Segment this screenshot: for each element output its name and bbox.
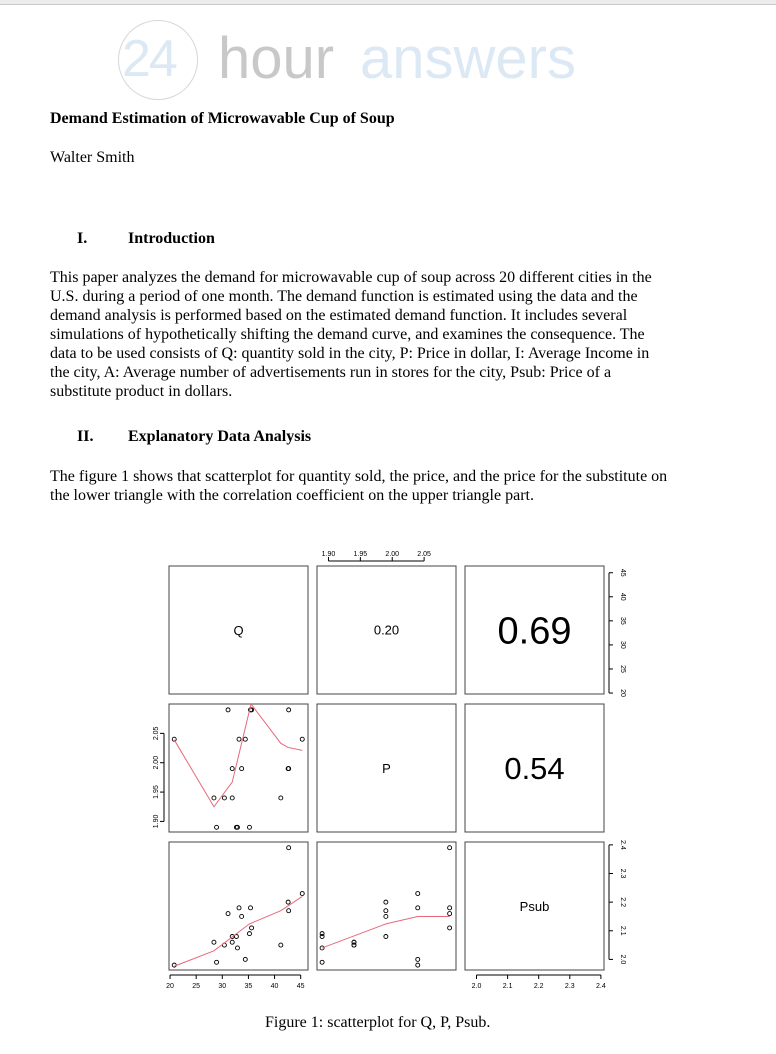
bottom-axis-Psub-tick-label: 2.1 bbox=[502, 983, 513, 990]
point-Q_Psub bbox=[230, 940, 234, 944]
bottom-axis-Q-tick-label: 25 bbox=[192, 983, 201, 990]
point-Q_Psub bbox=[250, 926, 254, 930]
document-title: Demand Estimation of Microwavable Cup of Soup bbox=[50, 110, 395, 127]
top-axis-P-tick-label: 2.05 bbox=[417, 551, 431, 558]
text-line: the lower triangle with the correlation coefficient on the upper triangle part. bbox=[50, 487, 534, 504]
author: Walter Smith bbox=[50, 149, 135, 166]
point-P_Psub bbox=[384, 909, 388, 913]
text-line: simulations of hypothetically shifting the demand curve, and examines the consequence. The bbox=[50, 326, 645, 343]
point-P_Psub bbox=[448, 846, 452, 850]
correlation-Q_P: 0.20 bbox=[373, 622, 400, 638]
correlation-P_Psub: 0.54 bbox=[504, 751, 565, 787]
point-Q_P bbox=[215, 825, 219, 829]
panel-Psub-P bbox=[317, 842, 456, 970]
right-axis-Q-tick-label: 35 bbox=[619, 616, 626, 625]
correlation-Q_Psub: 0.69 bbox=[497, 610, 572, 653]
right-axis-Psub-tick-label: 2.1 bbox=[619, 925, 626, 936]
point-Q_Psub bbox=[247, 932, 251, 936]
point-P_Psub bbox=[448, 906, 452, 910]
point-Q_P bbox=[300, 737, 304, 741]
left-axis-P-tick-label: 1.95 bbox=[153, 785, 160, 799]
section-1-numeral: I. bbox=[77, 230, 88, 247]
point-Q_P bbox=[212, 796, 216, 800]
point-Q_Psub bbox=[249, 906, 253, 910]
point-P_Psub bbox=[320, 932, 324, 936]
smooth-line-P_Psub bbox=[322, 916, 450, 947]
point-Q_P bbox=[240, 767, 244, 771]
text-line: data to be used consists of Q: quantity sold in the city, P: Price in dollar, I: Average Income in bbox=[50, 345, 650, 362]
smooth-line-Q_Psub bbox=[174, 896, 302, 966]
diagonal-label-Q: Q bbox=[233, 623, 244, 638]
right-axis-Q-tick-label: 45 bbox=[619, 568, 626, 577]
right-axis-Psub-tick-label: 2.2 bbox=[619, 897, 626, 908]
point-P_Psub bbox=[416, 963, 420, 967]
point-Q_Psub bbox=[243, 957, 247, 961]
left-axis-P-tick-label: 2.05 bbox=[153, 726, 160, 741]
point-P_Psub bbox=[416, 892, 420, 896]
left-axis-P-tick-label: 2.00 bbox=[153, 755, 160, 770]
point-Q_P bbox=[230, 796, 234, 800]
text-line: The figure 1 shows that scatterplot for quantity sold, the price, and the price for the substitute on bbox=[50, 468, 668, 485]
bottom-axis-Psub-tick-label: 2.2 bbox=[533, 983, 544, 990]
right-axis-Q-tick-label: 30 bbox=[619, 641, 626, 649]
top-axis-P-tick-label: 1.90 bbox=[321, 551, 336, 558]
right-axis-Psub-tick-label: 2.0 bbox=[619, 954, 626, 965]
point-Q_Psub bbox=[226, 912, 230, 916]
section-2-heading: Explanatory Data Analysis bbox=[128, 428, 312, 445]
diagonal-label-Psub: Psub bbox=[519, 899, 550, 914]
bottom-axis-Q-tick-label: 35 bbox=[244, 983, 253, 990]
top-axis-P-tick-label: 1.95 bbox=[353, 551, 368, 558]
point-Q_Psub bbox=[212, 940, 216, 944]
point-Q_Psub bbox=[287, 909, 291, 913]
point-Q_P bbox=[237, 737, 241, 741]
point-P_Psub bbox=[352, 943, 356, 947]
text-line: the city, A: Average number of advertisements run in stores for the city, Psub: Price of a bbox=[50, 364, 612, 381]
bottom-axis-Psub-tick-label: 2.3 bbox=[564, 983, 575, 990]
diagonal-label-P: P bbox=[382, 761, 391, 776]
point-Q_Psub bbox=[235, 946, 239, 950]
point-Q_P bbox=[226, 708, 230, 712]
point-Q_Psub bbox=[300, 892, 304, 896]
point-Q_Psub bbox=[286, 900, 290, 904]
figure-caption: Figure 1: scatterplot for Q, P, Psub. bbox=[265, 1014, 491, 1031]
point-Q_P bbox=[230, 767, 234, 771]
logo-word-answers: answers bbox=[360, 26, 576, 91]
point-Q_P bbox=[279, 796, 283, 800]
logo-word-hour: hour bbox=[218, 26, 335, 91]
point-P_Psub bbox=[416, 906, 420, 910]
right-axis-Psub-tick-label: 2.3 bbox=[619, 868, 626, 879]
bottom-axis-Q-tick-label: 30 bbox=[218, 983, 227, 990]
point-Q_P bbox=[243, 737, 247, 741]
point-P_Psub bbox=[384, 914, 388, 918]
right-axis-Psub-tick-label: 2.4 bbox=[619, 839, 626, 850]
point-P_Psub bbox=[448, 926, 452, 930]
point-Q_Psub bbox=[240, 914, 244, 918]
point-P_Psub bbox=[384, 900, 388, 904]
point-Q_P bbox=[247, 825, 251, 829]
right-axis-Q-tick-label: 25 bbox=[619, 665, 626, 673]
point-P_Psub bbox=[416, 957, 420, 961]
right-axis-Q-tick-label: 20 bbox=[619, 689, 626, 697]
logo-number: 24 bbox=[122, 30, 176, 88]
point-P_Psub bbox=[448, 912, 452, 916]
right-axis-Q-tick-label: 40 bbox=[619, 592, 626, 601]
point-P_Psub bbox=[320, 960, 324, 964]
smooth-line-Q_P bbox=[174, 704, 302, 807]
text-line: substitute product in dollars. bbox=[50, 383, 233, 400]
point-Q_Psub bbox=[279, 943, 283, 947]
point-Q_Psub bbox=[215, 960, 219, 964]
text-line: This paper analyzes the demand for microwavable cup of soup across 20 different cities in the bbox=[50, 269, 652, 286]
point-Q_P bbox=[222, 796, 226, 800]
point-Q_Psub bbox=[287, 846, 291, 850]
text-line: U.S. during a period of one month. The demand function is estimated using the data and the bbox=[50, 288, 638, 305]
bottom-axis-Q-tick-label: 40 bbox=[270, 983, 279, 990]
point-Q_Psub bbox=[237, 906, 241, 910]
top-axis-P-tick-label: 2.00 bbox=[385, 551, 400, 558]
text-line: demand analysis is performed based on the estimated demand function. It includes several bbox=[50, 307, 628, 324]
section-1-heading: Introduction bbox=[128, 230, 215, 247]
bottom-axis-Q-tick-label: 20 bbox=[166, 983, 174, 990]
point-Q_Psub bbox=[172, 963, 176, 967]
bottom-axis-Psub-tick-label: 2.4 bbox=[596, 983, 606, 990]
bottom-axis-Q-tick-label: 45 bbox=[296, 983, 305, 990]
section-2-numeral: II. bbox=[77, 428, 94, 445]
point-Q_P bbox=[287, 708, 291, 712]
point-P_Psub bbox=[384, 934, 388, 938]
bottom-axis-Psub-tick-label: 2.0 bbox=[471, 983, 482, 990]
left-axis-P-tick-label: 1.90 bbox=[153, 814, 160, 829]
